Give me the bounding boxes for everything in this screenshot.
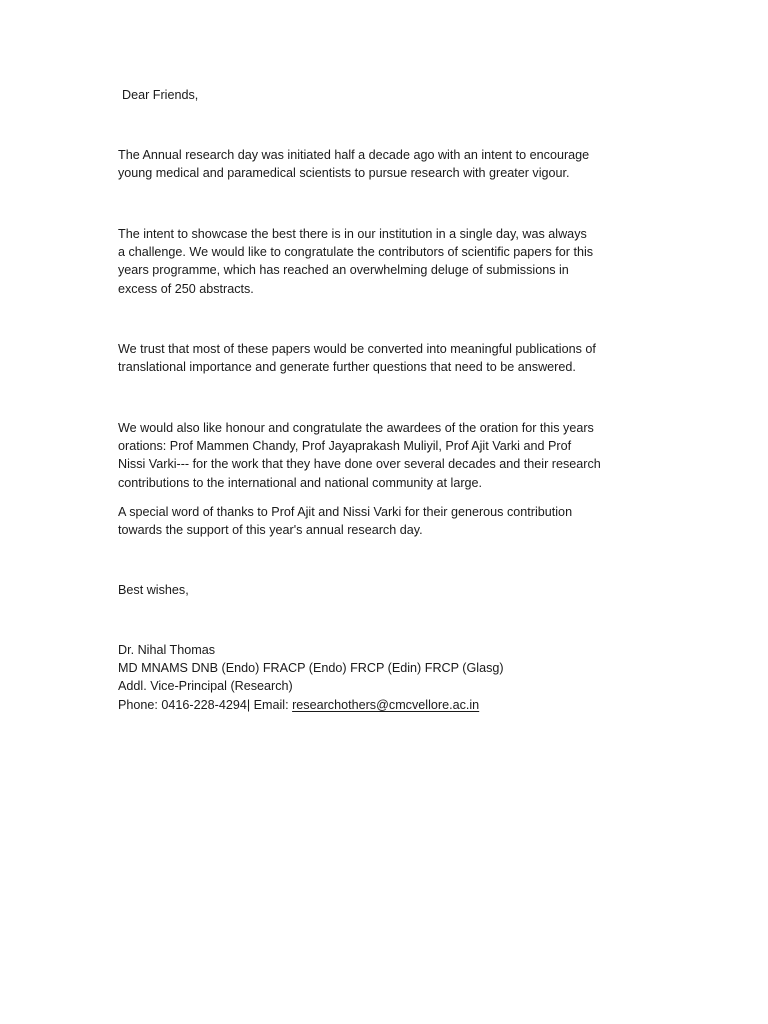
paragraph-showcase [118, 225, 678, 298]
paragraph-line: a challenge. We would like to congratulate the contributors of scientific papers for this [118, 245, 594, 260]
signature-block [118, 641, 678, 714]
paragraph-intro [118, 146, 678, 182]
paragraph-line: years programme, which has reached an overwhelming deluge of submissions in [118, 263, 569, 278]
paragraph-line: orations: Prof Mammen Chandy, Prof Jayaprakash Muliyil, Prof Ajit Varki and Prof [118, 439, 572, 454]
paragraph-thanks [118, 503, 678, 539]
paragraph-publications [118, 340, 678, 376]
signature-name: Dr. Nihal Thomas [118, 643, 216, 657]
paragraph-line: Nissi Varki--- for the work that they have done over several decades and their research [118, 457, 601, 472]
closing-text: Best wishes, [118, 583, 189, 597]
greeting [122, 86, 682, 104]
paragraph-line: A special word of thanks to Prof Ajit and Nissi Varki for their generous contribution [118, 505, 573, 519]
paragraph-line: The Annual research day was initiated half a decade ago with an intent to encourage [118, 148, 590, 162]
signature-title: Addl. Vice-Principal (Research) [118, 679, 293, 694]
paragraph-line: excess of 250 abstracts. [118, 281, 254, 296]
paragraph-line: We trust that most of these papers would be converted into meaningful publications of [118, 342, 596, 356]
paragraph-awardees [118, 419, 678, 492]
contact-prefix: Phone: 0416-228-4294| Email: [118, 697, 293, 712]
paragraph-line: The intent to showcase the best there is in our institution in a single day, was always [118, 227, 587, 241]
signature-contact [118, 696, 678, 714]
closing [118, 581, 678, 599]
paragraph-line: towards the support of this year's annual research day. [118, 523, 423, 538]
greeting-text: Dear Friends, [122, 88, 199, 102]
paragraph-line: We would also like honour and congratulate the awardees of the oration for this years [118, 421, 594, 435]
paragraph-line: translational importance and generate further questions that need to be answered. [118, 360, 576, 375]
signature-credentials: MD MNAMS DNB (Endo) FRACP (Endo) FRCP (Edin) FRCP (Glasg) [118, 661, 504, 676]
paragraph-line: contributions to the international and national community at large. [118, 475, 483, 490]
email-link[interactable]: researchothers@cmcvellore.ac.in [292, 697, 480, 712]
paragraph-line: young medical and paramedical scientists to pursue research with greater vigour. [118, 166, 570, 181]
